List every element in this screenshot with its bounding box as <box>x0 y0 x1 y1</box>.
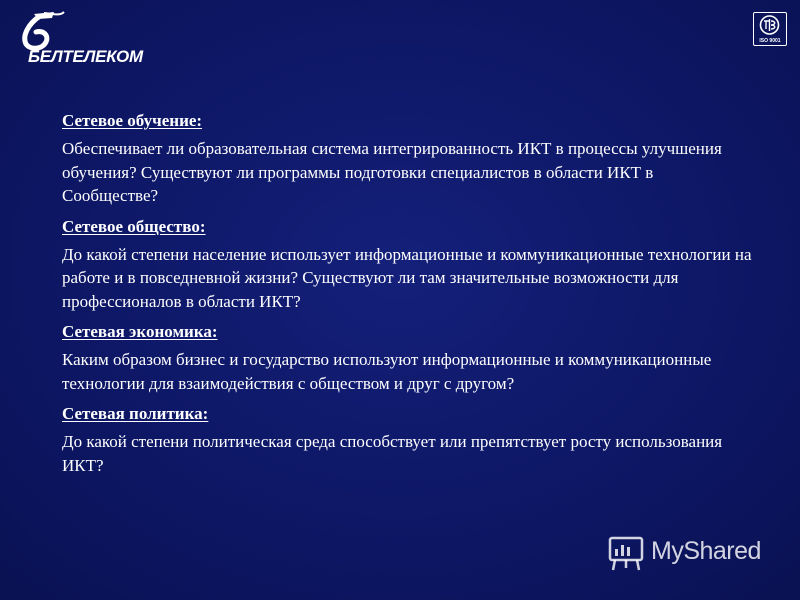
section-body: До какой степени население использует информационные и коммуникационные технологии на работе и в повседневной жизни? Существуют ли там значительные возможности для профессионалов в области ИКТ? <box>62 244 752 311</box>
section-heading: Сетевое обучение: <box>62 111 203 130</box>
section-body: Каким образом бизнес и государство используют информационные и коммуникационные технологии для взаимодействия с обществом и друг с другом? <box>62 350 712 393</box>
section-body: До какой степени политическая среда способствует или препятствует росту использования ИКТ? <box>62 432 723 475</box>
slide-content <box>62 110 752 485</box>
section-networked-learning <box>62 110 752 208</box>
logo-wordmark: БЕЛТЕЛЕКОМ <box>28 47 143 66</box>
certification-seal-icon <box>754 13 785 37</box>
section-heading: Сетевая экономика: <box>62 322 218 341</box>
beltelecom-logo <box>14 10 154 66</box>
presentation-board-icon <box>607 534 647 574</box>
myshared-watermark <box>607 534 787 574</box>
section-networked-economy <box>62 321 752 395</box>
section-networked-society <box>62 216 752 314</box>
section-networked-policy <box>62 403 752 477</box>
watermark-label: MyShared <box>651 537 761 565</box>
seal-label: ISO 9001 <box>759 38 781 44</box>
section-body: Обеспечивает ли образовательная система интегрированность ИКТ в процессы улучшения обучения? Существуют ли программы подготовки специалистов в области ИКТ в Сообществе? <box>62 139 722 205</box>
section-heading: Сетевое общество: <box>62 216 206 236</box>
certification-seal <box>753 12 787 46</box>
section-heading: Сетевая политика: <box>62 404 209 423</box>
